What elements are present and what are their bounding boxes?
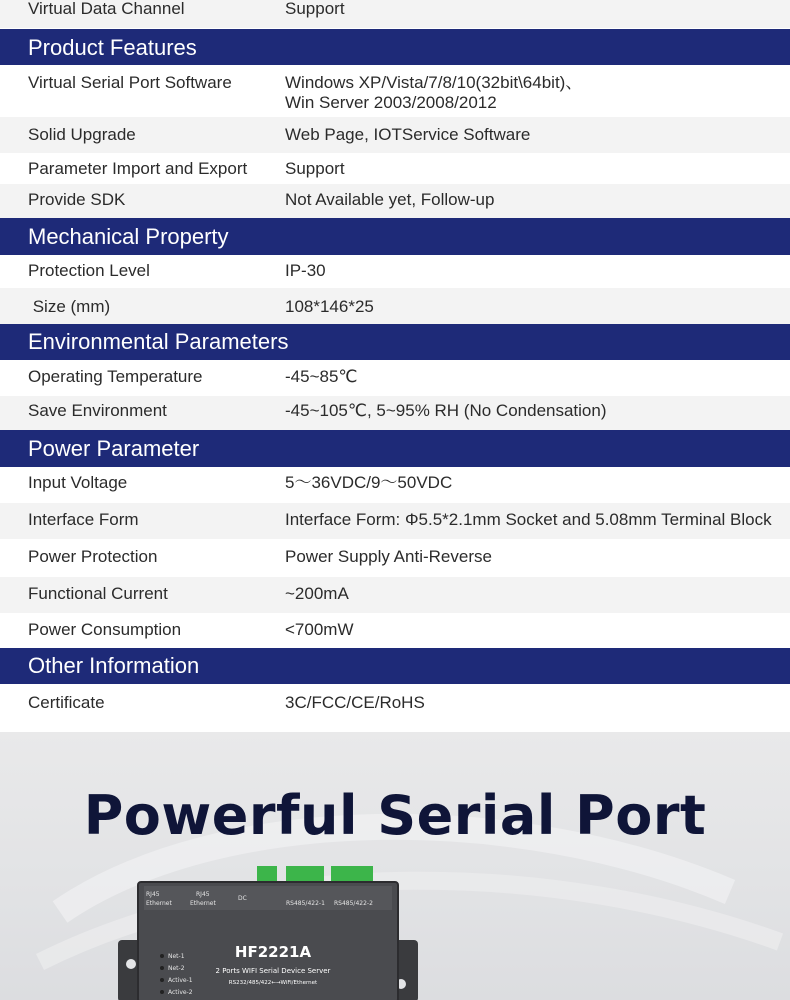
device-image: [118, 862, 418, 1000]
spec-value: 108*146*25: [285, 297, 374, 316]
spec-row-interface-form: [0, 503, 790, 539]
section-title: Environmental Parameters: [28, 329, 289, 354]
port-label: RJ45: [196, 891, 210, 898]
section-title: Power Parameter: [28, 436, 200, 461]
spec-value: -45~105℃, 5~95% RH (No Condensation): [285, 401, 607, 420]
spec-label: Parameter Import and Export: [28, 159, 248, 178]
spec-row-input-voltage: [0, 467, 790, 503]
spec-row-size: [0, 288, 790, 324]
port-label: RS485/422-2: [334, 900, 373, 907]
device-protocol: RS232/485/422←→WiFi/Ethernet: [228, 980, 318, 986]
promo-title: Powerful Serial Port: [83, 784, 707, 847]
spec-row-solid-upgrade: [0, 117, 790, 153]
led-label: Net-2: [168, 965, 185, 972]
device-model: HF2221A: [234, 943, 312, 961]
spec-row-virtual-serial-port-software: [0, 65, 790, 117]
spec-label: Functional Current: [28, 584, 168, 603]
led-icon: [160, 978, 164, 982]
spec-label: Power Protection: [28, 547, 158, 566]
spec-label: Interface Form: [28, 510, 139, 529]
port-label: RJ45: [146, 891, 160, 898]
spec-value: Power Supply Anti-Reverse: [285, 547, 492, 566]
spec-label: Save Environment: [28, 401, 167, 420]
spec-row-protection-level: [0, 255, 790, 288]
spec-label: Provide SDK: [28, 190, 126, 209]
spec-value: IP-30: [285, 261, 326, 280]
spec-value: Not Available yet, Follow-up: [285, 190, 495, 209]
spec-label: Size (mm): [28, 297, 111, 316]
section-header-power-parameter: [0, 430, 790, 467]
spec-row-parameter-import-export: [0, 153, 790, 184]
spec-label: Certificate: [28, 693, 105, 712]
spec-row-certificate: [0, 684, 790, 730]
mount-hole-icon: [126, 959, 136, 969]
spec-row-provide-sdk: [0, 184, 790, 218]
port-label: Ethernet: [190, 900, 216, 907]
spec-row-functional-current: [0, 577, 790, 613]
section-title: Product Features: [28, 35, 197, 60]
spec-value: Support: [285, 159, 345, 178]
spec-value: Web Page, IOTService Software: [285, 125, 531, 144]
spec-label: Operating Temperature: [28, 367, 203, 386]
spec-label: Solid Upgrade: [28, 125, 136, 144]
section-header-other-information: [0, 648, 790, 684]
terminal-block-icon: [257, 866, 373, 882]
led-icon: [160, 966, 164, 970]
spec-value: Support: [285, 0, 345, 18]
led-icon: [160, 990, 164, 994]
spec-value: 5～36VDC/9～50VDC: [285, 473, 453, 492]
spec-label: Input Voltage: [28, 473, 128, 492]
spec-value: ~200mA: [285, 584, 349, 603]
spec-row-virtual-data-channel: [0, 0, 790, 28]
spec-label: Power Consumption: [28, 620, 182, 639]
spec-row-save-environment: [0, 396, 790, 430]
led-label: Active-2: [168, 989, 193, 996]
spec-row-operating-temperature: [0, 360, 790, 396]
section-header-product-features: [0, 29, 790, 65]
section-header-environmental-parameters: [0, 324, 790, 360]
spec-row-power-consumption: [0, 613, 790, 648]
spec-label: Virtual Serial Port Software: [28, 73, 232, 92]
spec-row-power-protection: [0, 539, 790, 577]
section-title: Other Information: [28, 653, 200, 678]
led-icon: [160, 954, 164, 958]
port-label: RS485/422-1: [286, 900, 325, 907]
led-label: Net-1: [168, 953, 185, 960]
spec-value-line-2: Win Server 2003/2008/2012: [285, 93, 497, 112]
spec-value: Interface Form: Φ5.5*2.1mm Socket and 5.08mm Terminal Block: [285, 510, 772, 529]
spec-label: Virtual Data Channel: [28, 0, 185, 18]
spec-value: Windows XP/Vista/7/8/10(32bit\64bit)、: [285, 73, 583, 92]
spec-value: <700mW: [285, 620, 354, 639]
device-subtitle: 2 Ports WIFI Serial Device Server: [215, 967, 331, 975]
spec-value: -45~85℃: [285, 367, 358, 386]
section-header-mechanical-property: [0, 218, 790, 255]
spec-value: 3C/FCC/CE/RoHS: [285, 693, 425, 712]
port-label: DC: [238, 895, 247, 902]
promo-banner: [0, 732, 790, 1000]
port-label: Ethernet: [146, 900, 172, 907]
led-label: Active-1: [168, 977, 193, 984]
spec-label: Protection Level: [28, 261, 150, 280]
section-title: Mechanical Property: [28, 224, 229, 249]
